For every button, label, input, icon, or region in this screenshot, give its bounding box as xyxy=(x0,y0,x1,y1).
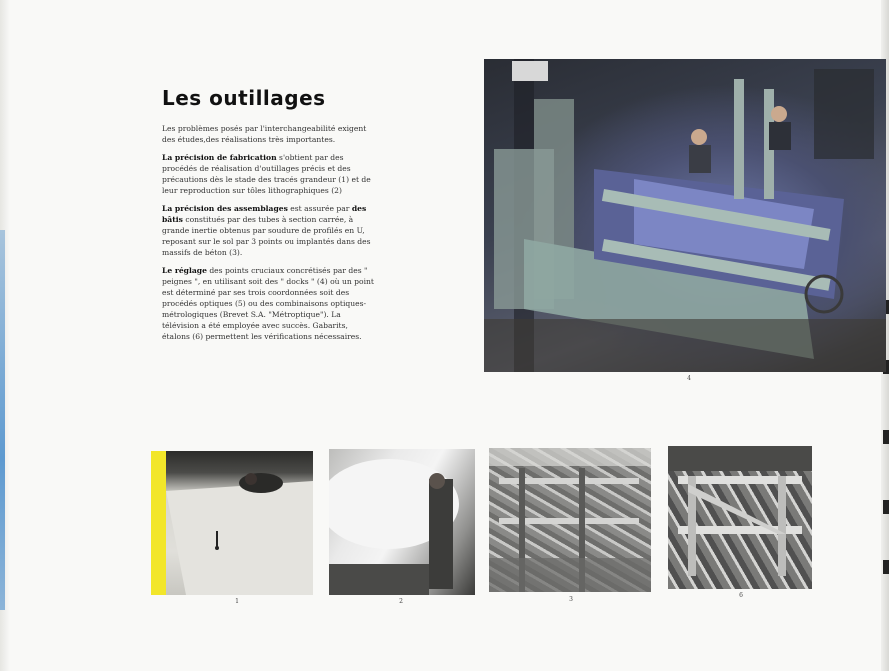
page-title: Les outillages xyxy=(162,86,326,110)
caption-photo-2: 2 xyxy=(399,598,403,605)
bold-term: La précision de fabrication xyxy=(162,153,277,162)
caption-photo-3: 3 xyxy=(569,596,573,603)
page-tab-marker xyxy=(883,500,889,514)
litho-illustration xyxy=(329,449,475,595)
jig-illustration xyxy=(484,59,886,372)
paragraph-text: s'obtient par des procédés de réalisation d'outillages précis et des précautions dès le stade des tracés grandeur (1) et de leur reproduction sur tôles lithographiques (2) xyxy=(162,153,371,195)
photo-litho-sheet xyxy=(329,449,475,595)
page-tab-marker xyxy=(883,560,889,574)
photo-drafting-table xyxy=(166,451,313,595)
frames-illustration xyxy=(489,448,651,592)
caption-photo-1: 1 xyxy=(235,598,239,605)
bold-term: Le réglage xyxy=(162,266,207,275)
photo-gauges xyxy=(668,446,812,589)
caption-main-photo: 4 xyxy=(687,375,691,382)
paragraph-text: des points cruciaux concrétisés par des " peignes ", en utilisant soit des " docks " (4) où un point est déterminé par ses trois coordonnées soit des procédés optiques (5) ou des combinaisons optiques-métrologiques (Brevet S.A. "Métroptique"). La télévision a été employée avec succès. Gabarits, étalons (6) permettent les vérifications nécessaires. xyxy=(162,266,374,341)
caption-photo-6: 6 xyxy=(739,592,743,599)
paragraph-fabrication xyxy=(162,152,376,196)
paragraph-reglage xyxy=(162,265,376,342)
paragraph-text: est assurée par xyxy=(287,204,352,213)
bold-term: La précision des assemblages xyxy=(162,204,288,213)
body-text xyxy=(162,123,376,349)
gauges-illustration xyxy=(668,446,812,589)
paragraph-text: constitués par des tubes à section carrée, à grande inertie obtenus par soudure de profilés en U, reposant sur le sol par 3 points ou implantés dans des massifs de béton (3). xyxy=(162,215,371,257)
photo-assembly-frames xyxy=(489,448,651,592)
paragraph-intro: Les problèmes posés par l'interchangeabilité exigent des études,des réalisations très importantes. xyxy=(162,124,367,144)
drafting-illustration xyxy=(166,451,313,595)
paragraph-assemblages xyxy=(162,203,376,258)
bold-term: des bâtis xyxy=(162,204,367,224)
yellow-accent-strip xyxy=(151,451,166,595)
page-edge-blue-tint xyxy=(0,230,5,610)
page-tab-marker xyxy=(883,430,889,444)
main-photo-assembly-jig xyxy=(484,59,886,372)
